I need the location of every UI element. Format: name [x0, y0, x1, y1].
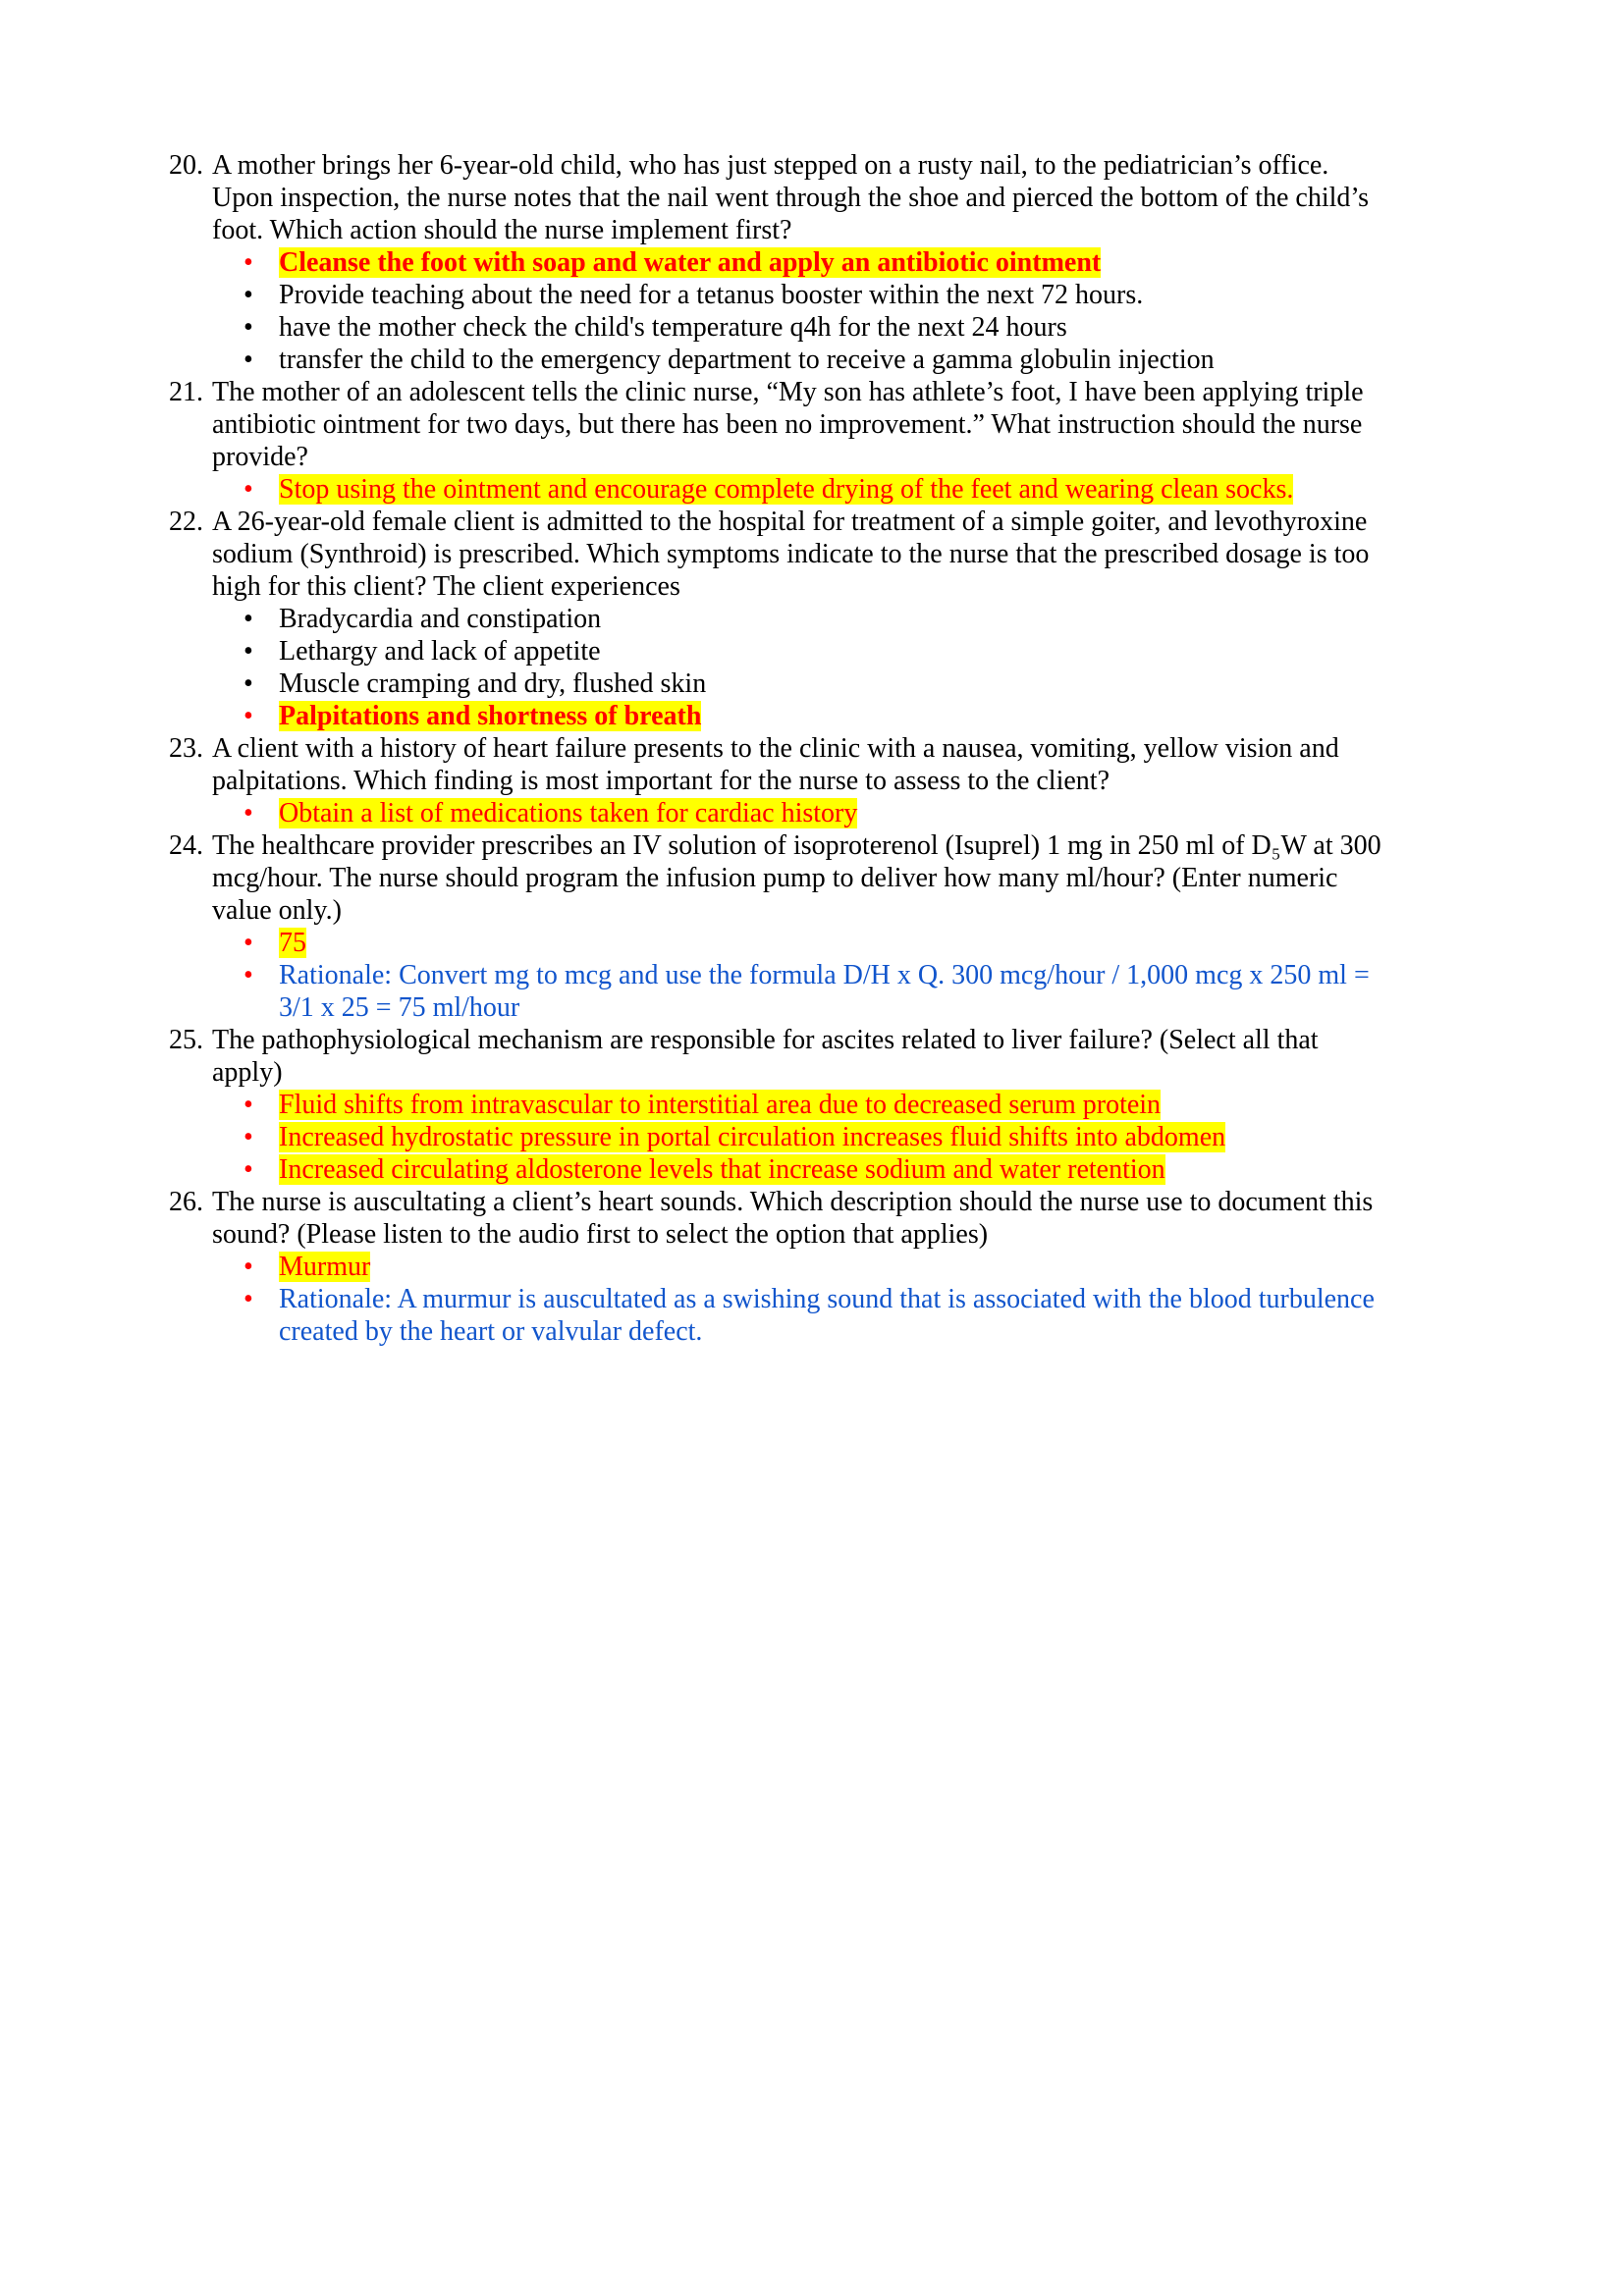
question-22 [169, 506, 1388, 732]
option-correct-answer [244, 1251, 1388, 1283]
question-body: A client with a history of heart failure presents to the clinic with a nausea, vomiting, yellow vision and palpitations. Which finding is most important for the nurse to assess to the client? [212, 733, 1339, 796]
option-list [169, 246, 1388, 376]
option-distractor [244, 311, 1388, 344]
option-rationale [244, 1283, 1388, 1348]
question-number: 26. [169, 1187, 203, 1217]
question-26 [169, 1186, 1388, 1348]
option-text: 75 [279, 928, 306, 958]
question-23 [169, 732, 1388, 829]
bullet-icon: • [244, 1154, 253, 1185]
question-body: The mother of an adolescent tells the clinic nurse, “My son has athlete’s foot, I have been applying triple antibiotic ointment for two days, but there has been no improvement.” What instruction should the nurse provide? [212, 377, 1364, 472]
question-text [169, 506, 1388, 603]
question-text [169, 732, 1388, 797]
question-number: 21. [169, 377, 203, 407]
option-list [169, 927, 1388, 1024]
bullet-icon: • [244, 604, 253, 634]
bullet-icon: • [244, 928, 253, 958]
option-text: Increased hydrostatic pressure in portal circulation increases fluid shifts into abdomen [279, 1122, 1226, 1152]
question-21 [169, 376, 1388, 506]
option-distractor [244, 344, 1388, 376]
option-text: Palpitations and shortness of breath [279, 701, 702, 731]
question-body: A 26-year-old female client is admitted to the hospital for treatment of a simple goiter, and levothyroxine sodium (Synthroid) is prescribed. Which symptoms indicate to the nurse that the prescribed dosage is too high for this client? The client experiences [212, 507, 1370, 602]
option-text: have the mother check the child's temperature q4h for the next 24 hours [279, 312, 1067, 343]
option-text: Provide teaching about the need for a tetanus booster within the next 72 hours. [279, 280, 1144, 310]
question-25 [169, 1024, 1388, 1186]
option-correct-answer [244, 1121, 1388, 1153]
option-text: Bradycardia and constipation [279, 604, 602, 634]
option-correct-answer [244, 1153, 1388, 1186]
option-correct-answer [244, 473, 1388, 506]
option-text: Muscle cramping and dry, flushed skin [279, 668, 707, 699]
question-number: 22. [169, 507, 203, 537]
question-body: A mother brings her 6-year-old child, who has just stepped on a rusty nail, to the pediatrician’s office. Upon inspection, the nurse notes that the nail went through the shoe and pierced the bottom of the child’s foot. Which action should the nurse implement first? [212, 150, 1370, 245]
question-body: The healthcare provider prescribes an IV solution of isoproterenol (Isuprel) 1 mg in 250 ml of D₅W at 300 mcg/hour. The nurse should program the infusion pump to deliver how many ml/hour? (Enter numeric value only.) [212, 830, 1381, 926]
option-correct-answer [244, 700, 1388, 732]
question-body: The nurse is auscultating a client’s heart sounds. Which description should the nurse use to document this sound? (Please listen to the audio first to select the option that applies) [212, 1187, 1374, 1250]
question-20 [169, 149, 1388, 376]
option-correct-answer [244, 246, 1388, 279]
question-text [169, 1186, 1388, 1251]
bullet-icon: • [244, 474, 253, 505]
option-text: Obtain a list of medications taken for cardiac history [279, 798, 858, 828]
option-list [169, 603, 1388, 732]
bullet-icon: • [244, 345, 253, 375]
option-correct-answer [244, 927, 1388, 959]
bullet-icon: • [244, 1252, 253, 1282]
option-list [169, 473, 1388, 506]
rationale-text: Rationale: A murmur is auscultated as a swishing sound that is associated with the blood turbulence created by the heart or valvular defect. [279, 1284, 1375, 1347]
bullet-icon: • [244, 1090, 253, 1120]
bullet-icon: • [244, 312, 253, 343]
question-number: 24. [169, 830, 203, 861]
option-distractor [244, 603, 1388, 635]
option-distractor [244, 635, 1388, 667]
option-text: Lethargy and lack of appetite [279, 636, 601, 667]
question-number: 25. [169, 1025, 203, 1055]
question-text [169, 376, 1388, 473]
rationale-text: Rationale: Convert mg to mcg and use the formula D/H x Q. 300 mcg/hour / 1,000 mcg x 250 ml = 3/1 x 25 = 75 ml/hour [279, 960, 1370, 1023]
option-list [169, 1251, 1388, 1348]
question-text [169, 149, 1388, 246]
question-text [169, 829, 1388, 927]
bullet-icon: • [244, 636, 253, 667]
option-correct-answer [244, 1089, 1388, 1121]
bullet-icon: • [244, 668, 253, 699]
bullet-icon: • [244, 701, 253, 731]
option-distractor [244, 279, 1388, 311]
option-text: Murmur [279, 1252, 371, 1282]
bullet-icon: • [244, 1122, 253, 1152]
option-rationale [244, 959, 1388, 1024]
question-number: 20. [169, 150, 203, 181]
option-list [169, 797, 1388, 829]
question-text [169, 1024, 1388, 1089]
option-text: Fluid shifts from intravascular to interstitial area due to decreased serum protein [279, 1090, 1162, 1120]
question-24 [169, 829, 1388, 1024]
option-text: Increased circulating aldosterone levels that increase sodium and water retention [279, 1154, 1165, 1185]
option-text: Stop using the ointment and encourage complete drying of the feet and wearing clean socks. [279, 474, 1294, 505]
bullet-icon: • [244, 1284, 253, 1314]
question-body: The pathophysiological mechanism are responsible for ascites related to liver failure? (Select all that apply) [212, 1025, 1319, 1088]
question-number: 23. [169, 733, 203, 764]
option-list [169, 1089, 1388, 1186]
bullet-icon: • [244, 280, 253, 310]
bullet-icon: • [244, 798, 253, 828]
option-text: transfer the child to the emergency department to receive a gamma globulin injection [279, 345, 1215, 375]
bullet-icon: • [244, 960, 253, 990]
bullet-icon: • [244, 247, 253, 278]
option-correct-answer [244, 797, 1388, 829]
option-distractor [244, 667, 1388, 700]
option-text: Cleanse the foot with soap and water and apply an antibiotic ointment [279, 247, 1102, 278]
